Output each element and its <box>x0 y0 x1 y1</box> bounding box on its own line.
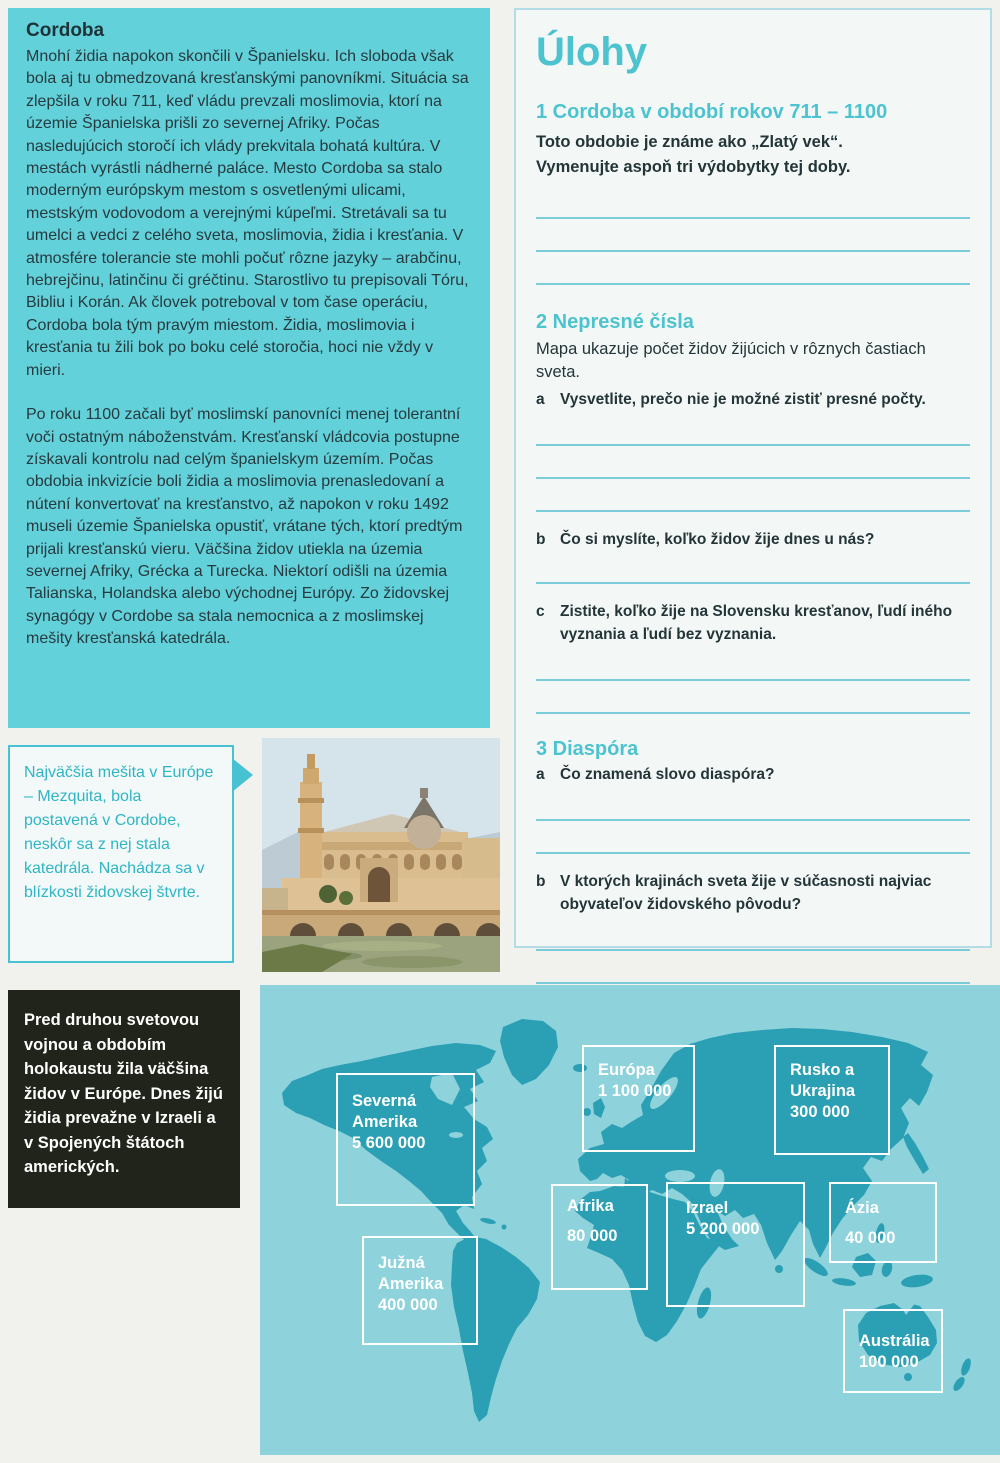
answer-line <box>536 479 970 512</box>
region-value: 80 000 <box>567 1227 618 1245</box>
task-2a-text: Vysvetlite, prečo nie je možné zistiť presné počty. <box>560 391 926 408</box>
region-name: Južná Amerika <box>378 1254 444 1293</box>
answer-line <box>536 219 970 252</box>
cordoba-title: Cordoba <box>26 20 105 41</box>
task-2c-text: Zistite, koľko žije na Slovensku kresťanov, ľudí iného vyznania a ľudí bez vyznania. <box>560 603 953 643</box>
answer-line <box>536 648 970 681</box>
region-value: 40 000 <box>845 1229 896 1247</box>
region-name: Ázia <box>845 1199 879 1217</box>
region-value: 100 000 <box>859 1353 919 1371</box>
answer-line <box>536 446 970 479</box>
task-1-intro-line-1: Toto obdobie je známe ako „Zlatý vek“. <box>536 133 843 151</box>
mezquita-note <box>8 745 234 963</box>
answer-line <box>536 681 970 714</box>
map-region-europe <box>582 1045 695 1152</box>
tasks-title: Úlohy <box>536 30 648 74</box>
map-region-australia <box>843 1309 943 1393</box>
tasks-panel <box>514 8 992 948</box>
photo-mezquita <box>262 738 500 972</box>
task-3a <box>536 763 970 786</box>
task-3b-letter: b <box>536 873 546 890</box>
region-name: Rusko a Ukrajina <box>790 1061 856 1100</box>
region-name: Austrália <box>859 1332 930 1350</box>
task-3a-letter: a <box>536 766 545 783</box>
task-3-heading: 3 Diaspóra <box>536 738 639 760</box>
map-region-israel <box>666 1182 805 1307</box>
answer-line <box>536 918 970 951</box>
map-region-africa <box>551 1184 648 1290</box>
region-value: 300 000 <box>790 1103 850 1121</box>
arrow-right-icon <box>232 758 253 792</box>
photo-bridge <box>262 910 500 936</box>
task-3b <box>536 870 970 916</box>
region-name: Severná Amerika <box>352 1092 418 1131</box>
cordoba-paragraph-2: Po roku 1100 začali byť moslimskí panovníci menej tolerantní voči ostatným náboženstvám. Kresťanskí vládcovia postupne získavali kontrolu nad celým španielskym územím. Počas obdobia inkvizície boli židia a moslimovia prenasledovaní a nútení konvertovať na kresťanstvo, až napokon v roku 1492 museli územie Španielska opustiť, vrátane tých, ktorí predtým prijali kresťanskú vieru. Väčšina židov utiekla na územia severnej Afriky, Grécka a Turecka. Niektorí odišli na územia Talianska, Holandska alebo východnej Európy. Zo židovskej synagógy v Cordobe sa stala nemocnica a z moslimskej mešity kresťanská katedrála. <box>26 406 463 648</box>
map-region-south-america <box>362 1236 478 1345</box>
task-1-heading: 1 Cordoba v období rokov 711 – 1100 <box>536 101 888 123</box>
region-name: Afrika <box>567 1197 614 1215</box>
region-name: Európa <box>598 1061 655 1079</box>
task-3b-text: V ktorých krajinách sveta žije v súčasnosti najviac obyvateľov židovského pôvodu? <box>560 873 932 913</box>
region-value: 5 600 000 <box>352 1134 426 1152</box>
task-2c-letter: c <box>536 603 545 620</box>
answer-line <box>536 951 970 984</box>
answer-line <box>536 186 970 219</box>
photo-river <box>262 936 500 972</box>
task-2a-letter: a <box>536 391 545 408</box>
cordoba-panel <box>8 8 490 728</box>
task-2b <box>536 528 970 551</box>
region-value: 400 000 <box>378 1296 438 1314</box>
task-2c <box>536 600 970 646</box>
region-value: 5 200 000 <box>686 1220 760 1238</box>
answer-line <box>536 551 970 584</box>
cordoba-paragraph-1: Mnohí židia napokon skončili v Španielsku. Ich sloboda však bola aj tu obmedzovaná kresťanskými panovníkmi. Situácia sa zlepšila v roku 711, keď vládu prevzali moslimovia, ktorí na územie Španielska prišli zo severnej Afriky. Počas nasledujúcich storočí ich vlády prekvitala bohatá kultúra. V mestách vyrástli nádherné paláce. Mesto Cordoba sa stalo moderným európskym mestom s osvetlenými ulicami, mestským vodovodom a verejnými kúpeľmi. Stretávali sa tu umelci a vedci z celého sveta, moslimovia, židia i kresťania. V atmosfére tolerancie ste mohli počuť rôzne jazyky – arabčinu, hebrejčinu, latinčinu či gréčtinu. Starostlivo tu prepisovali Tóru, Bibliu i Korán. Ak človek potreboval v tom čase operáciu, Cordoba bola tým pravým miestom. Židia, moslimovia i kresťania tu žili bok po boku celé storočia, hoci nie vždy v mieri. <box>26 48 469 379</box>
world-map <box>260 985 1000 1455</box>
fact-text: Pred druhou svetovou vojnou a obdobím holokaustu žila väčšina židov v Európe. Dnes žijú židia prevažne v Izraeli a v Spojených štátoch amerických. <box>24 1011 223 1176</box>
task-1-intro-line-2: Vymenujte aspoň tri výdobytky tej doby. <box>536 158 851 176</box>
map-region-russia-ukraine <box>774 1045 890 1155</box>
mezquita-illustration <box>262 738 500 972</box>
answer-line <box>536 413 970 446</box>
task-2a <box>536 388 970 411</box>
region-name: Izrael <box>686 1199 729 1217</box>
map-region-north-america <box>336 1073 475 1206</box>
task-2b-letter: b <box>536 531 546 548</box>
answer-line <box>536 821 970 854</box>
task-2-heading: 2 Nepresné čísla <box>536 311 694 333</box>
region-value: 1 100 000 <box>598 1082 672 1100</box>
task-3a-text: Čo znamená slovo diaspóra? <box>560 766 775 783</box>
task-2b-text: Čo si myslíte, koľko židov žije dnes u nás? <box>560 531 875 548</box>
map-region-asia <box>829 1182 937 1263</box>
answer-line <box>536 788 970 821</box>
answer-line <box>536 252 970 285</box>
fact-box <box>8 990 240 1208</box>
task-2-intro: Mapa ukazuje počet židov žijúcich v rôznych častiach sveta. <box>536 340 926 381</box>
mezquita-note-text: Najväčšia mešita v Európe – Mezquita, bola postavená v Cordobe, neskôr sa z nej stala katedrála. Nachádza sa v blízkosti židovskej štvrte. <box>24 764 214 901</box>
